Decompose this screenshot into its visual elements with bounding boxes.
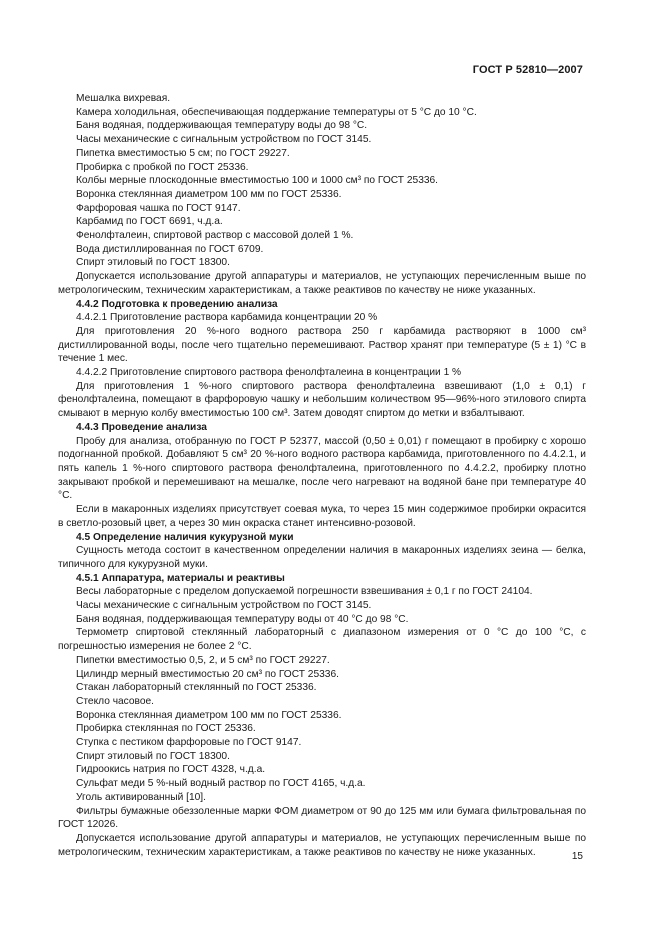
document-body	[58, 92, 586, 859]
paragraph: Пипетки вместимостью 0,5, 2, и 5 см³ по ГОСТ 29227.	[76, 654, 330, 666]
paragraph: Мешалка вихревая.	[76, 93, 171, 104]
paragraph: Допускается использование другой аппаратуры и материалов, не уступающих перечисленным выше по метрологическим, техническим характеристикам, а также реактивов по качеству не ниже указанных.	[58, 832, 586, 858]
paragraph: Пробирка стеклянная по ГОСТ 25336.	[76, 723, 256, 735]
section-heading: 4.4.2 Подготовка к проведению анализа	[76, 298, 278, 310]
paragraph: Допускается использование другой аппаратуры и материалов, не уступающих перечисленным выше по метрологическим, техническим характеристикам, а также реактивов по качеству не ниже указанных.	[58, 271, 586, 296]
paragraph: Пробу для анализа, отобранную по ГОСТ Р 52377, массой (0,50 ± 0,01) г помещают в пробирку с хорошо подогнанной пробкой. Добавляют 5 см³ 20 %-ного водного раствора карбамида, приготовленного по 4.4.2.1, и пять капель 1 %-ного спиртового раствора фенолфталеина, приготовленного по 4.4.2.2, пробирку плотно закрывают пробкой и перемешивают на мешалке, после чего нагревают на водяной бане при температуре 40 °С.	[58, 435, 586, 502]
paragraph: Сульфат меди 5 %-ный водный раствор по ГОСТ 4165, ч.д.а.	[76, 778, 366, 790]
paragraph: Если в макаронных изделиях присутствует соевая мука, то через 15 мин содержимое пробирки окрасится в светло-розовый цвет, а через 30 мин окраска станет интенсивно-розовой.	[58, 504, 586, 529]
paragraph: Термометр спиртовой стеклянный лабораторный с диапазоном измерения от 0 °С до 100 °С, с погрешностью измерения не более 2 °С.	[58, 627, 586, 653]
paragraph: Цилиндр мерный вместимостью 20 см³ по ГОСТ 25336.	[76, 668, 339, 680]
paragraph: Колбы мерные плоскодонные вместимостью 100 и 1000 см³ по ГОСТ 25336.	[76, 175, 439, 187]
paragraph: Воронка стеклянная диаметром 100 мм по ГОСТ 25336.	[76, 188, 342, 200]
paragraph: Фарфоровая чашка по ГОСТ 9147.	[76, 202, 241, 214]
paragraph: Сущность метода состоит в качественном определении наличия в макаронных изделиях зеина — белка, типичного для кукурузной муки.	[58, 545, 586, 570]
paragraph: Камера холодильная, обеспечивающая поддержание температуры от 5 °С до 10 °С.	[76, 106, 477, 118]
section-heading: 4.4.3 Проведение анализа	[76, 421, 207, 433]
paragraph: Воронка стеклянная диаметром 100 мм по ГОСТ 25336.	[76, 709, 342, 721]
paragraph: Спирт этиловый по ГОСТ 18300.	[76, 750, 230, 762]
paragraph: Часы механические с сигнальным устройством по ГОСТ 3145.	[76, 134, 372, 146]
paragraph: Пробирка с пробкой по ГОСТ 25336.	[76, 161, 249, 173]
paragraph: Для приготовления 1 %-ного спиртового раствора фенолфталеина взвешивают (1,0 ± 0,1) г фенолфталеина, помещают в фарфоровую чашку и небольшим количеством 95—96%-ного этилового спирта смывают в мерную колбу вместимостью 100 см³. Затем доводят спиртом до метки и взбалтывают.	[58, 380, 586, 420]
paragraph: Фильтры бумажные обеззоленные марки ФОМ диаметром от 90 до 125 мм или бумага фильтровальная по ГОСТ 12026.	[58, 805, 586, 831]
paragraph: Баня водяная, поддерживающая температуру воды до 98 °С.	[76, 120, 368, 132]
paragraph: Карбамид по ГОСТ 6691, ч.д.а.	[76, 216, 223, 228]
paragraph: Ступка с пестиком фарфоровые по ГОСТ 9147.	[76, 737, 302, 749]
paragraph: Спирт этиловый по ГОСТ 18300.	[76, 257, 230, 269]
paragraph: 4.4.2.1 Приготовление раствора карбамида концентрации 20 %	[76, 312, 378, 324]
section-heading: 4.5.1 Аппаратура, материалы и реактивы	[76, 572, 285, 584]
paragraph: Часы механические с сигнальным устройством по ГОСТ 3145.	[76, 600, 372, 612]
paragraph: Гидроокись натрия по ГОСТ 4328, ч.д.а.	[76, 764, 266, 776]
paragraph: Пипетка вместимостью 5 см; по ГОСТ 29227.	[76, 147, 290, 159]
paragraph: Весы лабораторные с пределом допускаемой погрешности взвешивания ± 0,1 г по ГОСТ 24104.	[76, 586, 533, 598]
document-header: ГОСТ Р 52810—2007	[472, 64, 583, 76]
paragraph: Уголь активированный [10].	[76, 791, 206, 803]
paragraph: Для приготовления 20 %-ного водного раствора 250 г карбамида растворяют в 1000 см³ дистиллированной воды, после чего тщательно перемешивают. Раствор хранят при температуре (5 ± 1) °С в течение 1 мес.	[58, 325, 586, 365]
section-heading: 4.5 Определение наличия кукурузной муки	[76, 531, 294, 543]
paragraph: 4.4.2.2 Приготовление спиртового раствора фенолфталеина в концентрации 1 %	[76, 367, 462, 379]
paragraph: Стакан лабораторный стеклянный по ГОСТ 25336.	[76, 682, 317, 694]
paragraph: Стекло часовое.	[76, 695, 155, 707]
paragraph: Вода дистиллированная по ГОСТ 6709.	[76, 243, 264, 255]
paragraph: Баня водяная, поддерживающая температуру воды от 40 °С до 98 °С.	[76, 613, 409, 625]
paragraph: Фенолфталеин, спиртовой раствор с массовой долей 1 %.	[76, 230, 354, 242]
page-number: 15	[571, 851, 583, 862]
